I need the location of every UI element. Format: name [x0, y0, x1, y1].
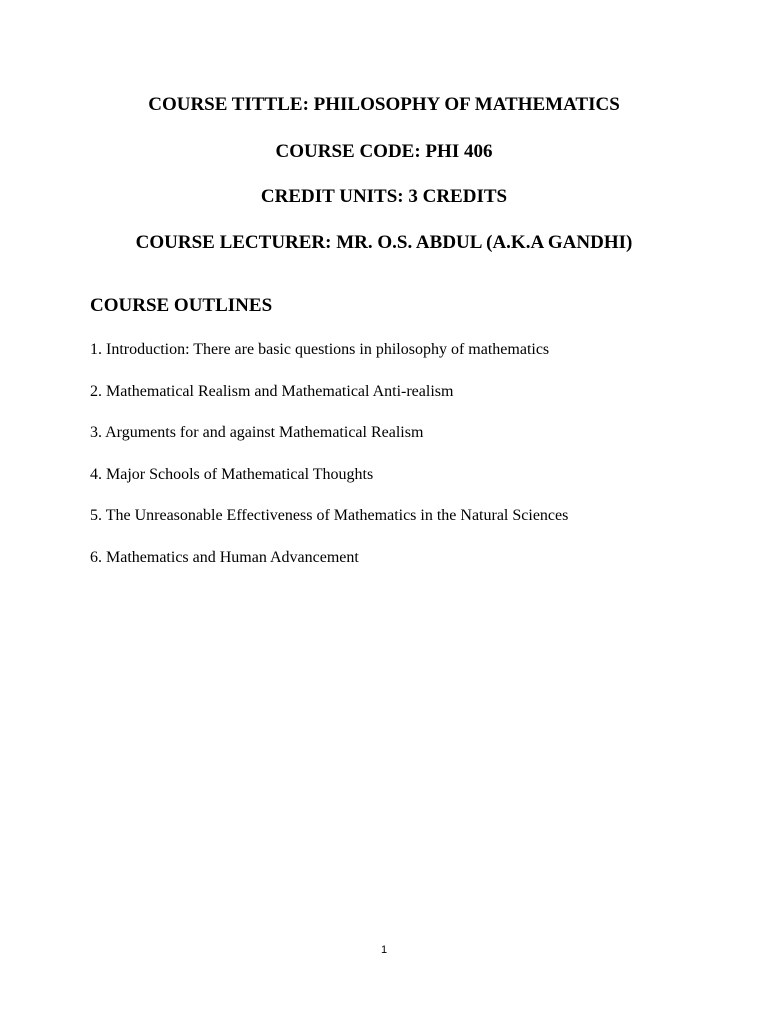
- outline-item-4: 4. Major Schools of Mathematical Thoughts: [90, 465, 374, 483]
- page-number: 1: [380, 944, 388, 956]
- outline-item-6: 6. Mathematics and Human Advancement: [90, 548, 359, 566]
- course-title: COURSE TITTLE: PHILOSOPHY OF MATHEMATICS: [148, 94, 620, 115]
- course-outline-list: [90, 340, 568, 589]
- outline-item-2: 2. Mathematical Realism and Mathematical Anti-realism: [90, 382, 454, 400]
- credit-units: CREDIT UNITS: 3 CREDITS: [260, 186, 508, 207]
- outline-item-1: 1. Introduction: There are basic questions in philosophy of mathematics: [90, 341, 550, 358]
- course-outlines-heading: COURSE OUTLINES: [90, 295, 273, 316]
- course-code: COURSE CODE: PHI 406: [275, 141, 493, 162]
- course-lecturer: COURSE LECTURER: MR. O.S. ABDUL (A.K.A GANDHI): [135, 232, 633, 253]
- outline-item-5: 5. The Unreasonable Effectiveness of Mathematics in the Natural Sciences: [90, 507, 569, 524]
- outline-item-3: 3. Arguments for and against Mathematical Realism: [90, 424, 424, 441]
